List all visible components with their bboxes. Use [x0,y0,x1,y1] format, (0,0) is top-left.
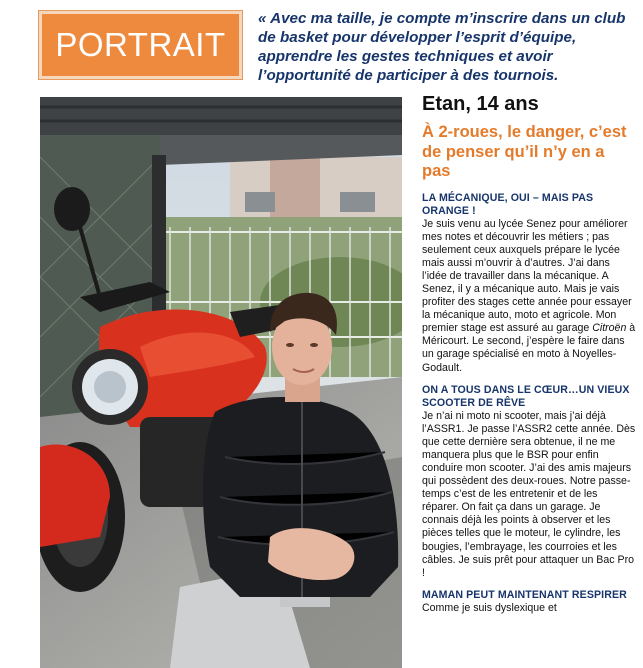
portrait-badge [39,11,242,79]
section-text-part: à Méricourt. Le second, j’espère le faire dans un garage spécialisé en moto à Noyelles-Godault. [422,322,636,374]
student-photo [40,97,402,668]
pull-quote: « Avec ma taille, je compte m’inscrire dans un club de basket pour développer l’esprit d’équipe, apprendre les gestes techniques et avoir l’opportunité de participer à des tournois. [258,10,626,84]
section-title-maman: MAMAN PEUT MAINTENANT RESPIRER [422,588,627,601]
portrait-badge-label: PORTRAIT [55,26,226,63]
section-title-scooter: ON A TOUS DANS LE CŒUR…UN VIEUX SCOOTER DE RÊVE [422,383,630,409]
section-text-scooter: Je n’ai ni moto ni scooter, mais j’ai déjà l’ASSR1. Je passe l’ASSR2 cette année. Dès que cette dernière sera obtenue, il ne me manquera plus que le BSR pour enfin conduire mon scooter. J’ai des amis majeurs qui possèdent des deux-roues. Notre passe-temps c’est de les entretenir et de les réparer. On fait ça dans un garage. Je connais déjà les points à observer et les pièces telles que le moteur, le cylindre, les bougies, l’embrayage, les courroies et les câbles. Je suis prêt pour attaquer un Bac Pro ! [422,409,636,579]
article-subtitle: À 2-roues, le danger, c’est de penser qu’il n’y en a pas [422,123,627,180]
article-column [422,92,636,624]
brand-name: Citroën [592,322,627,335]
student-name: Etan, 14 ans [422,93,539,115]
section-text-part: Je suis venu au lycée Senez pour améliorer mes notes et découvrir les métiers ; pas seulement ceux auxquels prépare le lycée mais aussi m’ouvrir à d’autres. J’ai dans l’idée de travailler dans la mécanique. A Senez, il y a mécanique auto. Mais je vais profiter des stages cette année pour essayer la mécanique auto, moto et agricole. Mon premier stage est assuré au garage [422,217,632,335]
section-text-maman: Comme je suis dyslexique et [422,601,557,614]
section-text-mecanique [422,218,636,375]
section-title-mecanique: LA MÉCANIQUE, OUI – MAIS PAS ORANGE ! [422,191,594,217]
